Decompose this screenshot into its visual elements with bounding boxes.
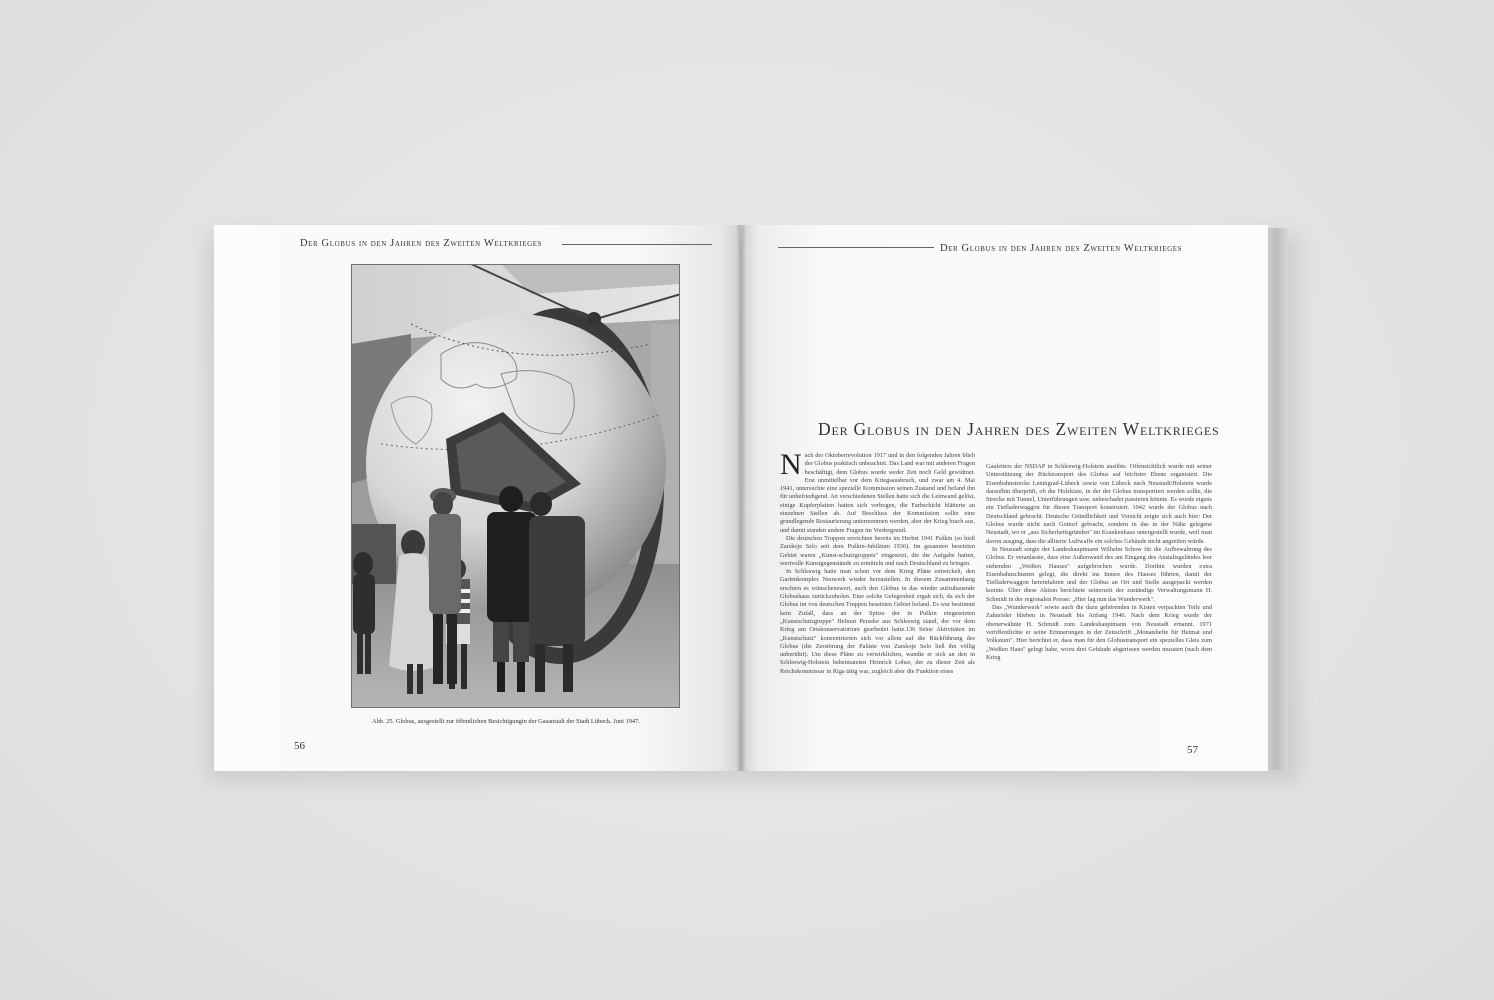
paragraph: In Schleswig hatte man schon vor dem Krieg Pläne entwickelt, den Gartenkomplex Neuwerk wieder herzustellen. In diesem Zusammenhang erschien es wünschenswert, auch den Globus in das wieder aufzubauende Globushaus zurückzuholen. Eine solche Gelegenheit ergab sich, da sich der Globus im von deutschen Truppen besetzten Gebiet befand. Es war bestimmt kein Zufall, dass an der Spitze der in Puškin eingesetzten „Kunstschutzgruppe" Helmut Perseke aus Schleswig stand, der vor dem Krieg am Ortskonservatorium gearbeitet hatte.136 Seine Aktivitäten im „Kunstschutz" konzentrierten sich vor allem auf die Rückführung des Globus (die Zerstörung der Paläste von Zarskoje Selo ließ ihn völlig unberührt). Um diese Pläne zu verwirklichen, wandte er sich an den in Schleswig-Holstein beheimateten Heinrich Lohse, der zu dieser Zeit als Reichskommissar in Riga tätig war, zugleich aber die Funktion eines [780, 568, 975, 675]
page-number-left: 56 [294, 740, 305, 752]
header-rule-right [778, 247, 934, 248]
globe-photograph [351, 264, 680, 708]
paragraph: In Neustadt sorgte der Landeshauptmann Wilhelm Schow für die Aufbewahrung des Globus. Er veranlasste, dass eine Außenwand des am Eingang des Anstaltsgeländes leer stehenden „Weißen Hauses" aufgebrochen wurde. Dorthin wurden extra Eisenbahnschienen gelegt, die direkt ins Innere des Hauses führten, damit der Tiefladerwaggon hereinfahren und der Globus an Ort und Stelle ausgepackt werden konnte. Über diese Aktion berichtete seinerzeit der zuständige Verwaltungsmann H. Schmidt in der regionalen Presse: „Hier lag nun das Wunderwerk". [986, 545, 1212, 603]
page-number-right: 57 [1187, 744, 1198, 756]
text-column-1 [780, 446, 975, 736]
text-column-2 [986, 463, 1212, 745]
drop-cap: N [780, 448, 802, 481]
paragraph [780, 448, 975, 535]
header-rule-left [562, 244, 712, 245]
paragraph: Die deutschen Truppen erreichten bereits im Herbst 1941 Puškin (so hieß Zarskoje Selo seit dem Puškin-Jubiläum 1936). Im gesamten besetzten Gebiet waren „Kunst-schutzgruppen" eingesetzt, die die Aufgabe hatten, wertvolle Kunstgegenstände zu ermitteln und nach Deutschland zu bringen. [780, 534, 975, 567]
paragraph: Das „Wunderwerk" sowie auch die dazu gehörenden in Kisten verpackten Teile und Zahnräder blieben in Neustadt bis Anfang 1946. Nach dem Krieg wurde der obenerwähnte H. Schmidt zum Landeshauptmann von Neustadt ernannt. 1971 veröffentlichte er seine Erinnerungen in der Zeitschrift „Monatshefte für Heimat und Volkstum". Hier berichtet er, dass man für den Globustransport ein spezielles Gleis zum „Weißen Haus" gelegt habe, wozu drei Gebäude abgerissen werden mussten (nach dem Krieg [986, 604, 1212, 661]
running-head-left: Der Globus in den Jahren des Zweiten Weltkrieges [300, 238, 543, 249]
running-head-right: Der Globus in den Jahren des Zweiten Weltkrieges [940, 243, 1183, 254]
photo-caption: Abb. 25. Globus, ausgestellt zur öffentlichen Besichtigungin der Gasanstalt der Stadt Lübeck. Juni 1947. [372, 718, 640, 725]
book-gutter [736, 225, 746, 771]
page-edges [1266, 228, 1288, 770]
paragraph-text: ach der Oktoberrevolution 1917 und in den folgenden Jahren blieb der Globus praktisch unbeachtet. Das Land war mit anderen Fragen beschäftigt, dem Globus wurde weder Zeit noch Geld gewidmet. Erst unmittelbar vor dem Kriegsausbruch, und zwar am 4. Mai 1941, untersuchte eine spezielle Kommission seinen Zustand und befand ihn für unbefriedigend. An verschiedenen Stellen hatte sich die Leinwand gelöst, einige Kupferplatten hatten sich verbogen, die Farbschicht blätterte an einzelnen Stellen ab. Auf Beschluss der Kommission sollte eine grundlegende Restaurierung unternommen werden, aber der Krieg brach aus, und damit standen andere Fragen im Vordergrund. [780, 452, 975, 534]
chapter-title: Der Globus in den Jahren des Zweiten Weltkrieges [818, 419, 1220, 439]
paragraph: Gauleiters der NSDAP in Schleswig-Holstein ausübte. Offensichtlich wurde mit seiner Unterstützung der Rücktransport des Globus auf höchster Ebene organisiert. Die Eisenbahnstrecke Leningrad-Lübeck sowie von Lübeck nach Neustadt/Holstein wurde daraufhin überprüft, ob die Holzkiste, in der der Globus transportiert werden sollte, die Strecke mit Tunnel, Unterführungen usw. unbeschadet passieren könnte. Es wurde eigens ein Tiefladerwaggon für diesen Transport konstruiert. 1942 wurde der Globus nach Deutschland gebracht. Deutsche Gründlichkeit und Vorsicht zeigte sich auch hier: Der Globus wurde nicht nach Gottorf gebracht, sondern in das in der Nähe gelegene Neustadt, wo er „aus Sicherheitsgründen" im Krankenhaus untergestellt wurde, weil man davon ausging, dass die alliierte Luftwaffe ein solches Gebäude nicht angreifen würde. [986, 463, 1212, 545]
